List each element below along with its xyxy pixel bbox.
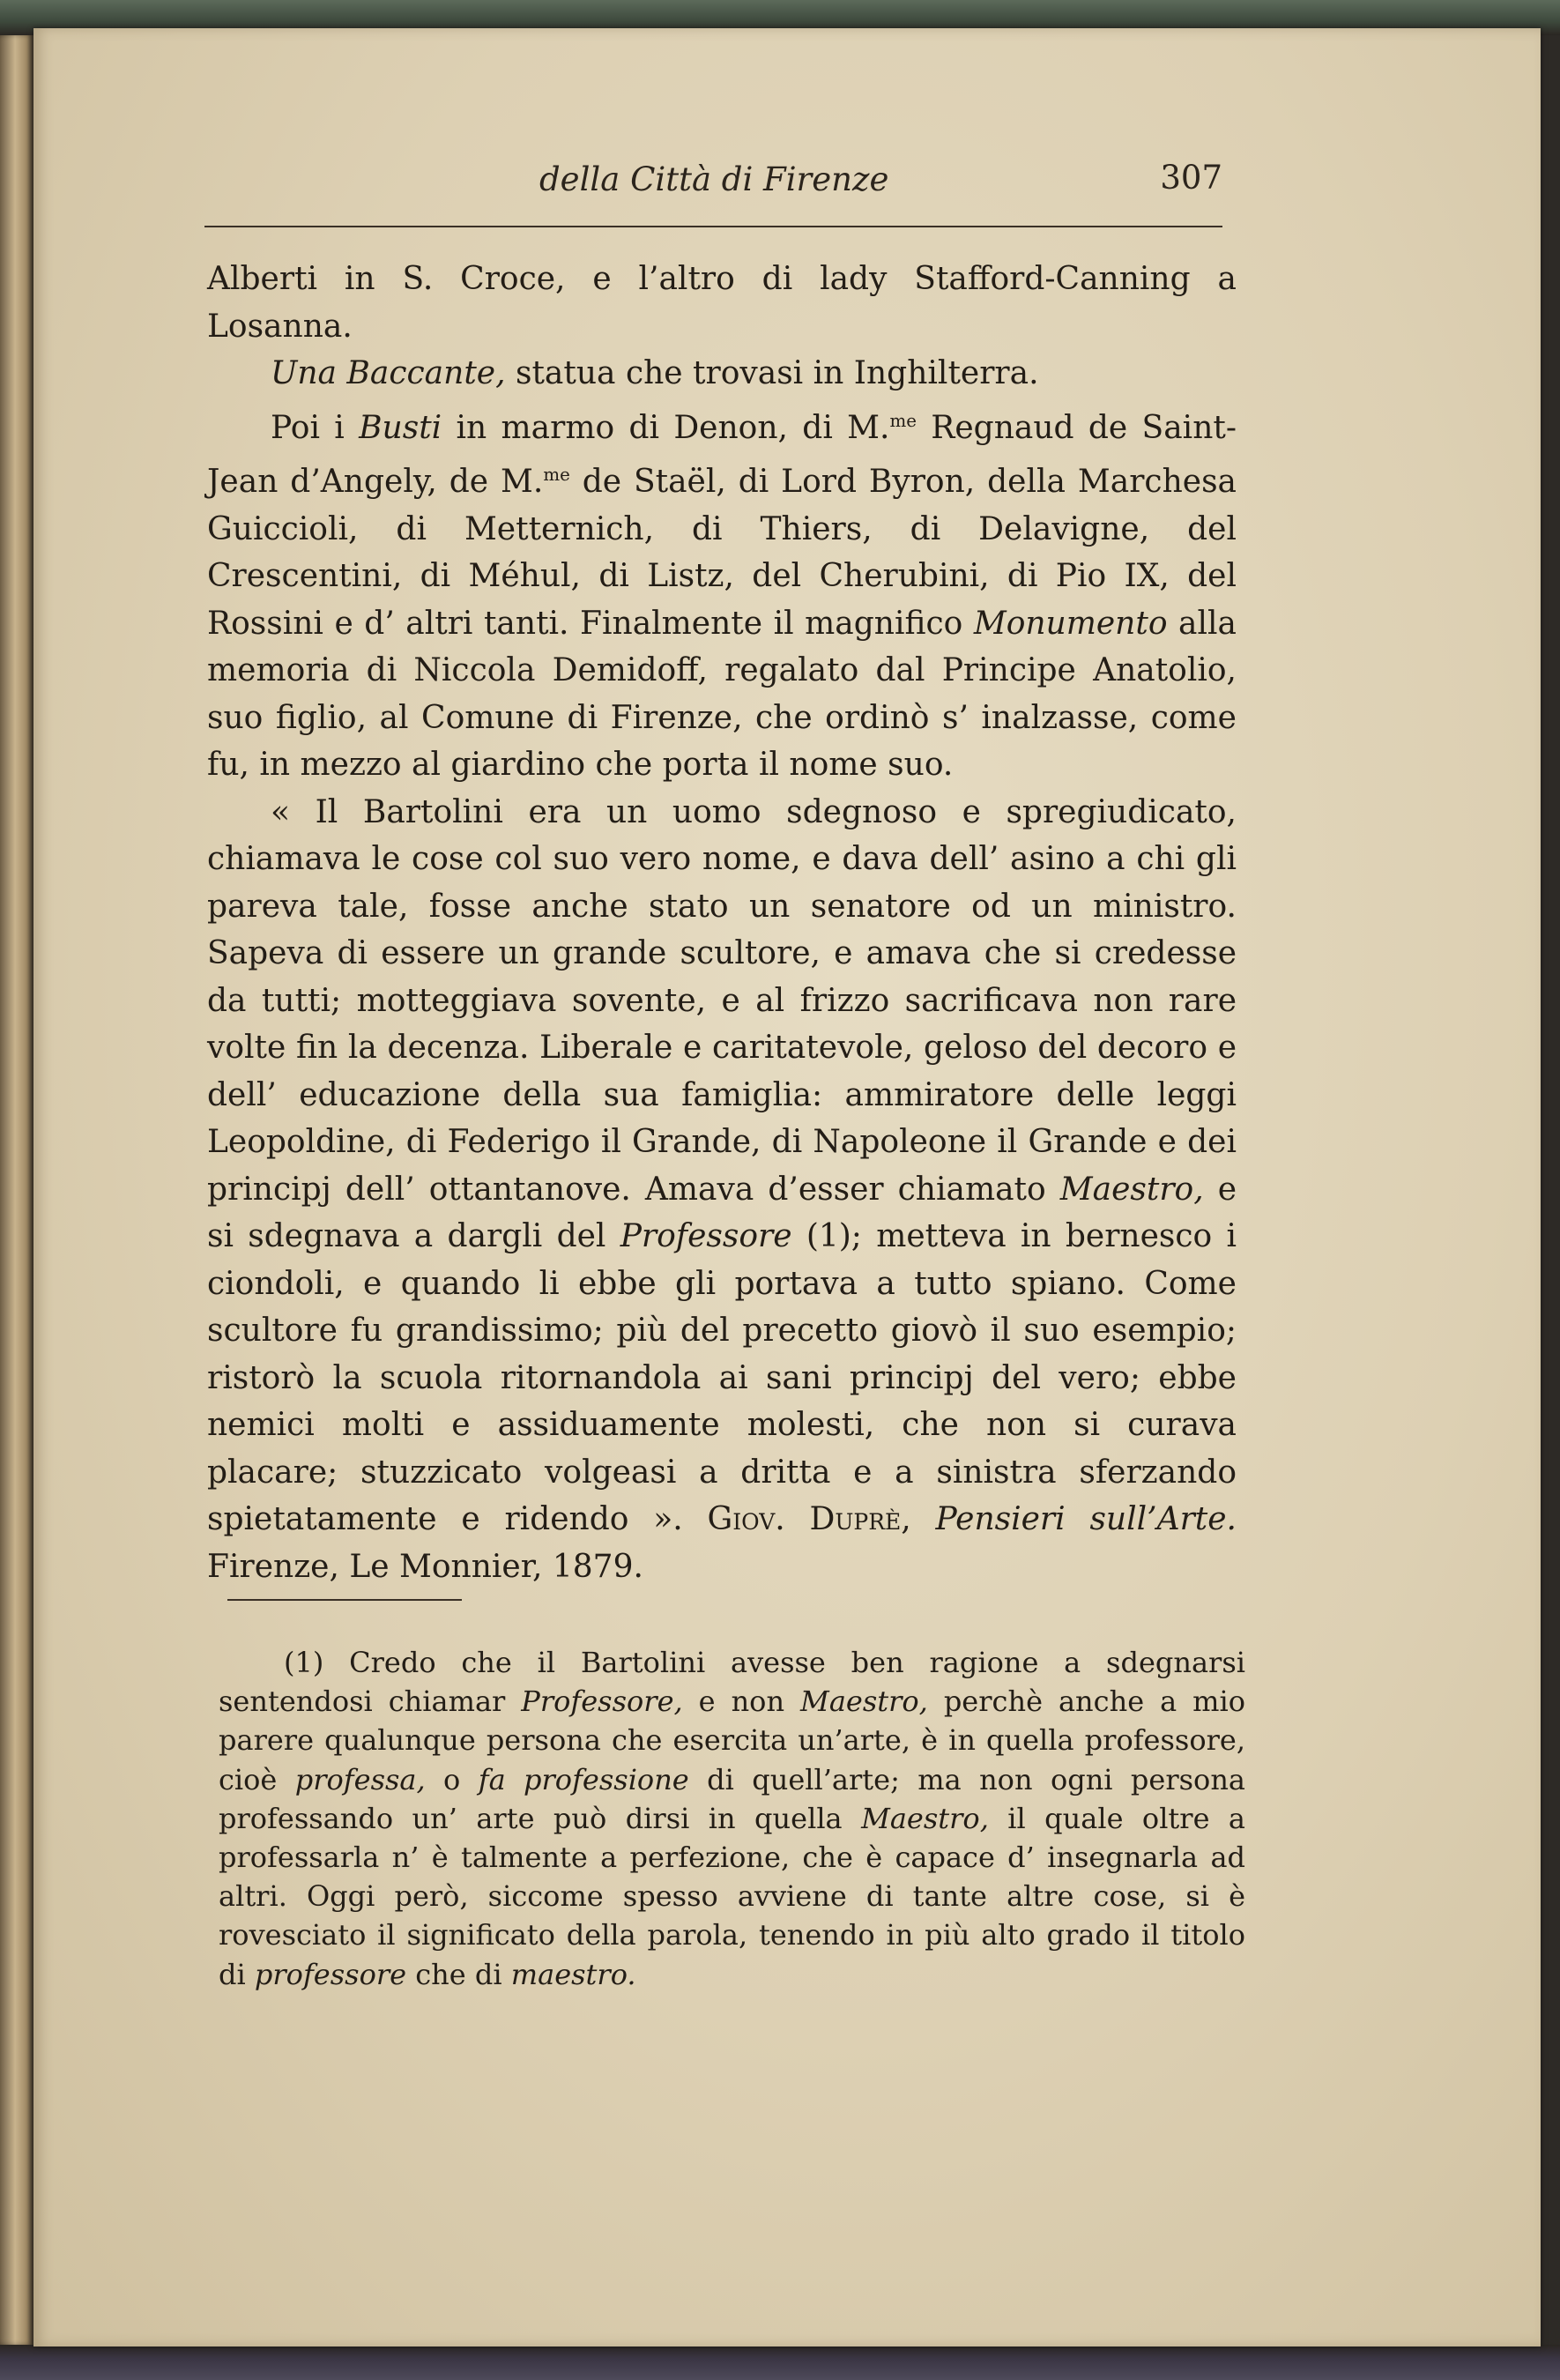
quote-text-b: e si sdegnava a dargli del bbox=[207, 1171, 1237, 1254]
footnote-text-c: perchè anche a mio parere qualunque persona che esercita un’arte, è in quella professore, cioè bbox=[219, 1685, 1246, 1796]
footnote-italic: maestro. bbox=[510, 1957, 636, 1991]
paragraph-3-text-d: de Staël, di Lord Byron, della Marchesa Guiccioli, di Metternich, di Thiers, di Delavigne, del Crescentini, di Méhul, di Listz, del Cherubini, di Pio IX, del Rossini e d’ altri tanti. Finalmente il magnifico bbox=[207, 464, 1237, 642]
professore-italic: Professore bbox=[620, 1218, 792, 1254]
footnote-text-e: di quell’arte; ma non ogni persona professando un’ arte può dirsi in quella bbox=[219, 1762, 1246, 1835]
footnote-italic: Maestro, bbox=[861, 1801, 989, 1835]
paragraph-1 bbox=[207, 256, 1237, 350]
paragraph-3-text-b: in marmo di Denon, di M. bbox=[442, 409, 890, 446]
paragraph-4-quote bbox=[207, 789, 1237, 1591]
paragraph-2 bbox=[207, 350, 1237, 398]
page-header bbox=[204, 150, 1222, 212]
quote-space bbox=[911, 1501, 936, 1537]
footnote-text-a: (1) Credo che il Bartolini avesse ben ragione a sdegnarsi sentendosi chiamar bbox=[219, 1646, 1245, 1719]
footnote-text-f: il quale oltre a professarla n’ è talmente a perfezione, che è capace d’ insegnarla ad altri. Oggi però, siccome spesso avviene di tante altre cose, si è rovesciato il significato della parola, tenendo in più alto grado il titolo di bbox=[219, 1801, 1246, 1991]
footnote-italic: Maestro, bbox=[800, 1685, 928, 1719]
footnote-text-d: o bbox=[425, 1762, 479, 1796]
maestro-italic: Maestro, bbox=[1059, 1171, 1204, 1208]
footnote-italic: professa, bbox=[294, 1762, 426, 1796]
paragraph-3-text-a: Poi i bbox=[271, 409, 360, 446]
footnote bbox=[219, 1643, 1245, 1994]
paragraph-3-text-e: alla memoria di Niccola Demidoff, regalato dal Principe Anatolio, suo figlio, al Comune di Firenze, che ordinò s’ inalzasse, come fu, in mezzo al giardino che porta il nome suo. bbox=[207, 605, 1237, 783]
monumento-italic: Monumento bbox=[973, 605, 1168, 642]
footnote-text-g: che di bbox=[406, 1957, 511, 1991]
page-number: 307 bbox=[1160, 159, 1222, 197]
footnote-1 bbox=[219, 1643, 1245, 1994]
paragraph-1-text: Alberti in S. Croce, e l’altro di lady Stafford-Canning a Losanna. bbox=[207, 261, 1237, 345]
quote-source-publisher: Firenze, Le Monnier, 1879. bbox=[207, 1548, 643, 1585]
baccante-title: Una Baccante, bbox=[271, 355, 506, 391]
running-title: della Città di Firenze bbox=[539, 160, 889, 198]
paragraph-2-text: statua che trovasi in Inghilterra. bbox=[505, 355, 1039, 391]
quote-text-c: (1); metteva in bernesco i ciondoli, e quando li ebbe gli portava a tutto spiano. Come scultore fu grandissimo; più del precetto giovò il suo esempio; ristorò la scuola ritornandola ai sani principj del vero; ebbe nemici molti e assiduamente molesti, che non si curava placare; stuzzicato volgeasi a dritta e a sinistra sferzando spietatamente e ridendo ». bbox=[207, 1218, 1237, 1537]
footnote-italic: professore bbox=[254, 1957, 407, 1991]
footnote-rule bbox=[227, 1599, 462, 1601]
paragraph-3 bbox=[207, 398, 1237, 789]
book-spine bbox=[0, 35, 33, 2345]
quote-author: Giov. Duprè, bbox=[707, 1501, 911, 1537]
footnote-italic: Professore, bbox=[521, 1685, 683, 1719]
book-cover-bottom-edge bbox=[0, 2345, 1560, 2380]
superscript-me: me bbox=[889, 410, 917, 431]
header-rule bbox=[204, 226, 1222, 227]
quote-text-a: « Il Bartolini era un uomo sdegnoso e spregiudicato, chiamava le cose col suo vero nome, e dava dell’ asino a chi gli pareva tale, fosse anche stato un senatore od un ministro. Sapeva di essere un grande scultore, e amava che si credesse da tutti; motteggiava sovente, e al frizzo sacrificava non rare volte fin la decenza. Liberale e caritatevole, geloso del decoro e dell’ educazione della sua famiglia: ammiratore delle leggi Leopoldine, di Federigo il Grande, di Napoleone il Grande e dei principj dell’ ottantanove. Amava d’esser chiamato bbox=[207, 793, 1237, 1208]
footnote-text-b: e non bbox=[682, 1685, 801, 1719]
paragraph-3-text-c: Regnaud de Saint-Jean d’Angely, de M. bbox=[207, 409, 1237, 500]
main-text bbox=[207, 256, 1237, 1590]
superscript-me: me bbox=[543, 465, 570, 485]
busti-italic: Busti bbox=[359, 409, 442, 446]
footnote-italic: fa professione bbox=[478, 1762, 689, 1796]
quote-source-title: Pensieri sull’Arte. bbox=[935, 1501, 1237, 1537]
